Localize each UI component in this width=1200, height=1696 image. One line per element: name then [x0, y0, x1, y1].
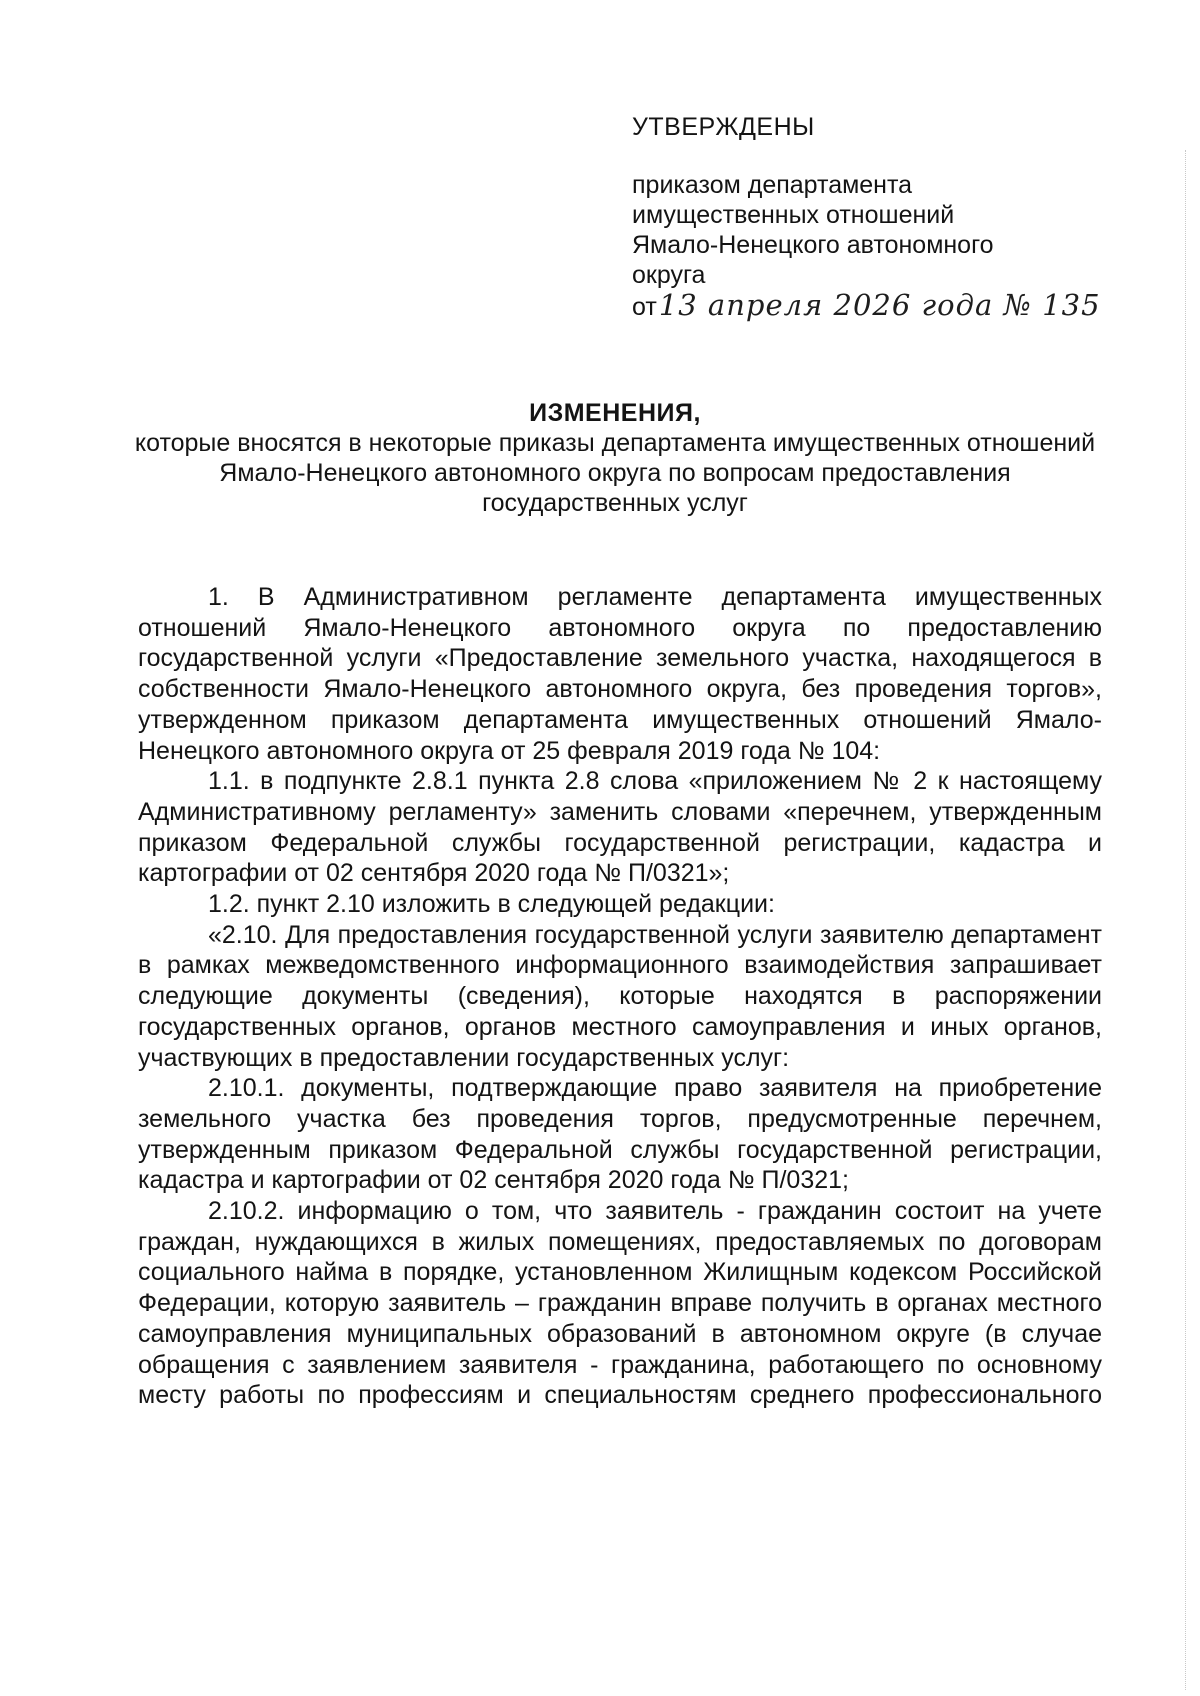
- approval-body: [632, 170, 1112, 322]
- order-date-line: [632, 290, 1112, 322]
- body-paragraph: 1. В Административном регламенте департамента имущественных отношений Ямало-Ненецкого автономного округа по предоставлению государственной услуги «Предоставление земельного участка, находящегося в собственности Ямало-Ненецкого автономного округа, без проведения торгов», утвержденном приказом департамента имущественных отношений Ямало-Ненецкого автономного округа от 25 февраля 2019 года № 104:: [138, 583, 1102, 765]
- body-paragraph: «2.10. Для предоставления государственной услуги заявителю департамент в рамках межведомственного информационного взаимодействия запрашивает следующие документы (сведения), которые находятся в распоряжении государственных органов, органов местного самоуправления и иных органов, участвующих в предоставлении государственных услуг:: [138, 920, 1102, 1072]
- approval-title: УТВЕРЖДЕНЫ: [632, 113, 815, 141]
- approval-line: приказом департамента: [632, 171, 913, 199]
- approval-line: имущественных отношений: [632, 201, 955, 229]
- approval-line: округа: [632, 261, 706, 289]
- approval-line: Ямало-Ненецкого автономного: [632, 231, 994, 259]
- order-date-prefix: от: [632, 293, 657, 321]
- order-handwritten-date-number: 13 апреля 2026 года № 135: [658, 288, 1101, 322]
- approval-block: [632, 112, 1112, 322]
- document-title: ИЗМЕНЕНИЯ,: [529, 399, 701, 427]
- body-paragraph: 2.10.2. информацию о том, что заявитель - гражданин состоит на учете граждан, нуждающихся в жилых помещениях, предоставляемых по договорам социального найма в порядке, установленном Жилищным кодексом Российской Федерации, которую заявитель – гражданин вправе получить в органах местного самоуправления муниципальных образований в автономном округе (в случае обращения с заявлением заявителя - гражданина, работающего по основному месту работы по профессиям и специальностям среднего профессионального: [138, 1197, 1102, 1410]
- document-subtitle: которые вносятся в некоторые приказы департамента имущественных отношений Ямало-Ненецкого автономного округа по вопросам предоставления государственных услуг: [134, 429, 1096, 517]
- document-body: [138, 582, 1102, 1411]
- body-paragraph: 1.1. в подпункте 2.8.1 пункта 2.8 слова «приложением № 2 к настоящему Административному регламенту» заменить словами «перечнем, утвержденным приказом Федеральной службы государственной регистрации, кадастра и картографии от 02 сентября 2020 года № П/0321»;: [138, 767, 1102, 888]
- body-paragraph: 1.2. пункт 2.10 изложить в следующей редакции:: [208, 890, 775, 919]
- document-heading: [130, 398, 1100, 518]
- body-paragraph: 2.10.1. документы, подтверждающие право заявителя на приобретение земельного участка без проведения торгов, предусмотренные перечнем, утвержденным приказом Федеральной службы государственной регистрации, кадастра и картографии от 02 сентября 2020 года № П/0321;: [138, 1074, 1102, 1195]
- scan-edge-divider: [1185, 150, 1186, 1690]
